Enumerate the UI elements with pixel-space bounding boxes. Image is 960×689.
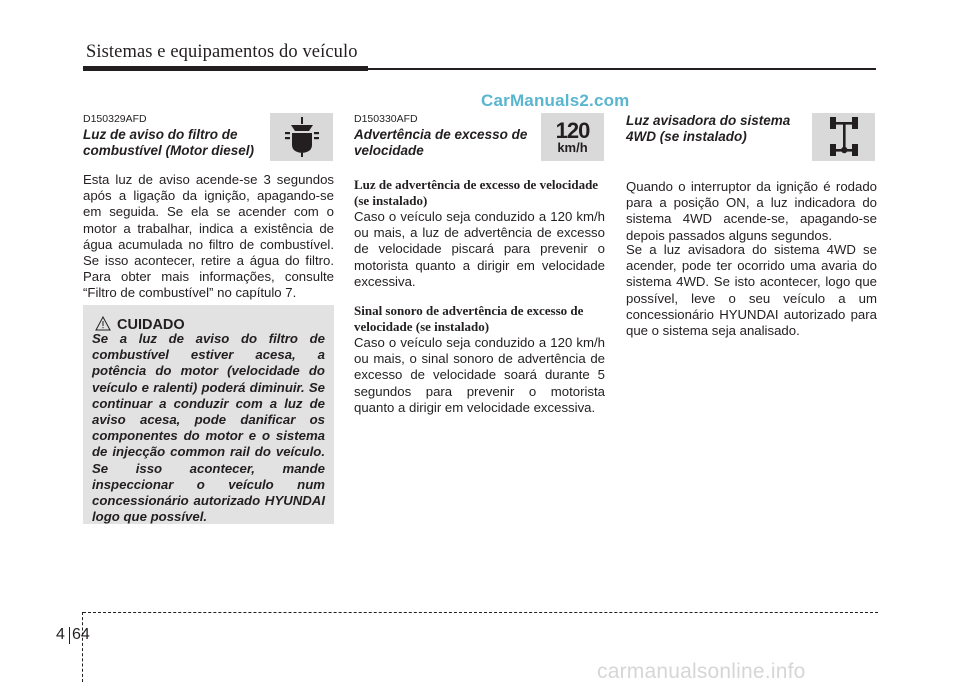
warning-triangle-icon — [95, 316, 111, 331]
caution-text: Se a luz de aviso do filtro de combustível estiver acesa, a potência do motor (velocidade do veículo e ralenti) poderá diminuir. Se continuar a conduzir com a luz de aviso acesa, pode danificar os componentes do motor e o sistema de injecção common rail do veículo. Se isso acontecer, mande inspeccionar o veículo num concessionário autorizado HYUNDAI logo que possível. — [92, 331, 325, 525]
section-title-line: Luz avisadora do sistema — [626, 113, 791, 128]
watermark-bottom: carmanualsonline.info — [597, 660, 806, 683]
overspeed-light-description: Caso o veículo seja conduzido a 120 km/h ou mais, a luz de advertência de excesso de velocidade piscará para prevenir o motorista quanto a dirigir em velocidade excessiva. — [354, 209, 605, 289]
section-title-fuel-filter — [83, 127, 273, 159]
caution-box — [83, 305, 334, 524]
section-code-overspeed: D150330AFD — [354, 113, 418, 125]
caution-header — [95, 313, 185, 333]
overspeed-icon-number: 120 — [555, 117, 590, 143]
overspeed-icon-unit: km/h — [557, 139, 588, 155]
section-title-line: 4WD (se instalado) — [626, 129, 747, 144]
page-number-separator — [69, 627, 70, 644]
page-number: 64 — [72, 626, 90, 643]
4wd-drivetrain-icon — [812, 113, 875, 161]
footer-dashed-rule — [83, 612, 878, 613]
fuel-filter-warning-icon — [270, 113, 333, 161]
overspeed-120-icon — [541, 113, 604, 161]
section-title-4wd — [626, 113, 816, 145]
section-code-fuel-filter: D150329AFD — [83, 113, 147, 125]
4wd-light-description-2: Se a luz avisadora do sistema 4WD se acender, pode ter ocorrido uma avaria do sistema 4WD. Se isto acontecer, logo que possível, leve o seu veículo a um concessionário HYUNDAI autorizado para que o sistema seja analisado. — [626, 242, 877, 339]
section-title-line: Advertência de excesso de — [354, 127, 528, 142]
chapter-number: 4 — [56, 626, 65, 643]
section-title-overspeed — [354, 127, 544, 159]
overspeed-chime-subheading: Sinal sonoro de advertência de excesso de velocidade (se instalado) — [354, 303, 584, 334]
section-title-line: velocidade — [354, 143, 424, 158]
footer-vertical-rule — [82, 612, 83, 682]
header-rule-thin — [368, 68, 876, 70]
watermark-top: CarManuals2.com — [481, 91, 630, 110]
caution-title: CUIDADO — [117, 317, 185, 333]
section-title-line: Luz de aviso do filtro de — [83, 127, 238, 142]
page-header-title: Sistemas e equipamentos do veículo — [86, 42, 358, 62]
4wd-light-description-1: Quando o interruptor da ignição é rodado para a posição ON, a luz indicadora do sistema 4WD acende-se, apagando-se depois passados alguns segundos. — [626, 179, 877, 243]
fuel-filter-description: Esta luz de aviso acende-se 3 segundos após a ligação da ignição, apagando-se em seguida. Se ela se acender com o motor a trabalhar, indica a existência de água acumulada no filtro de combustível. Se isso acontecer, retire a água do filtro. Para obter mais informações, consulte “Filtro de combustível” no capítulo 7. — [83, 172, 334, 301]
overspeed-light-subheading: Luz de advertência de excesso de velocidade (se instalado) — [354, 177, 599, 208]
section-title-line: combustível (Motor diesel) — [83, 143, 255, 158]
header-rule-thick — [83, 66, 368, 71]
overspeed-chime-description: Caso o veículo seja conduzido a 120 km/h ou mais, o sinal sonoro de advertência de excesso de velocidade soará durante 5 segundos para prevenir o motorista quanto a dirigir em velocidade excessiva. — [354, 335, 605, 415]
